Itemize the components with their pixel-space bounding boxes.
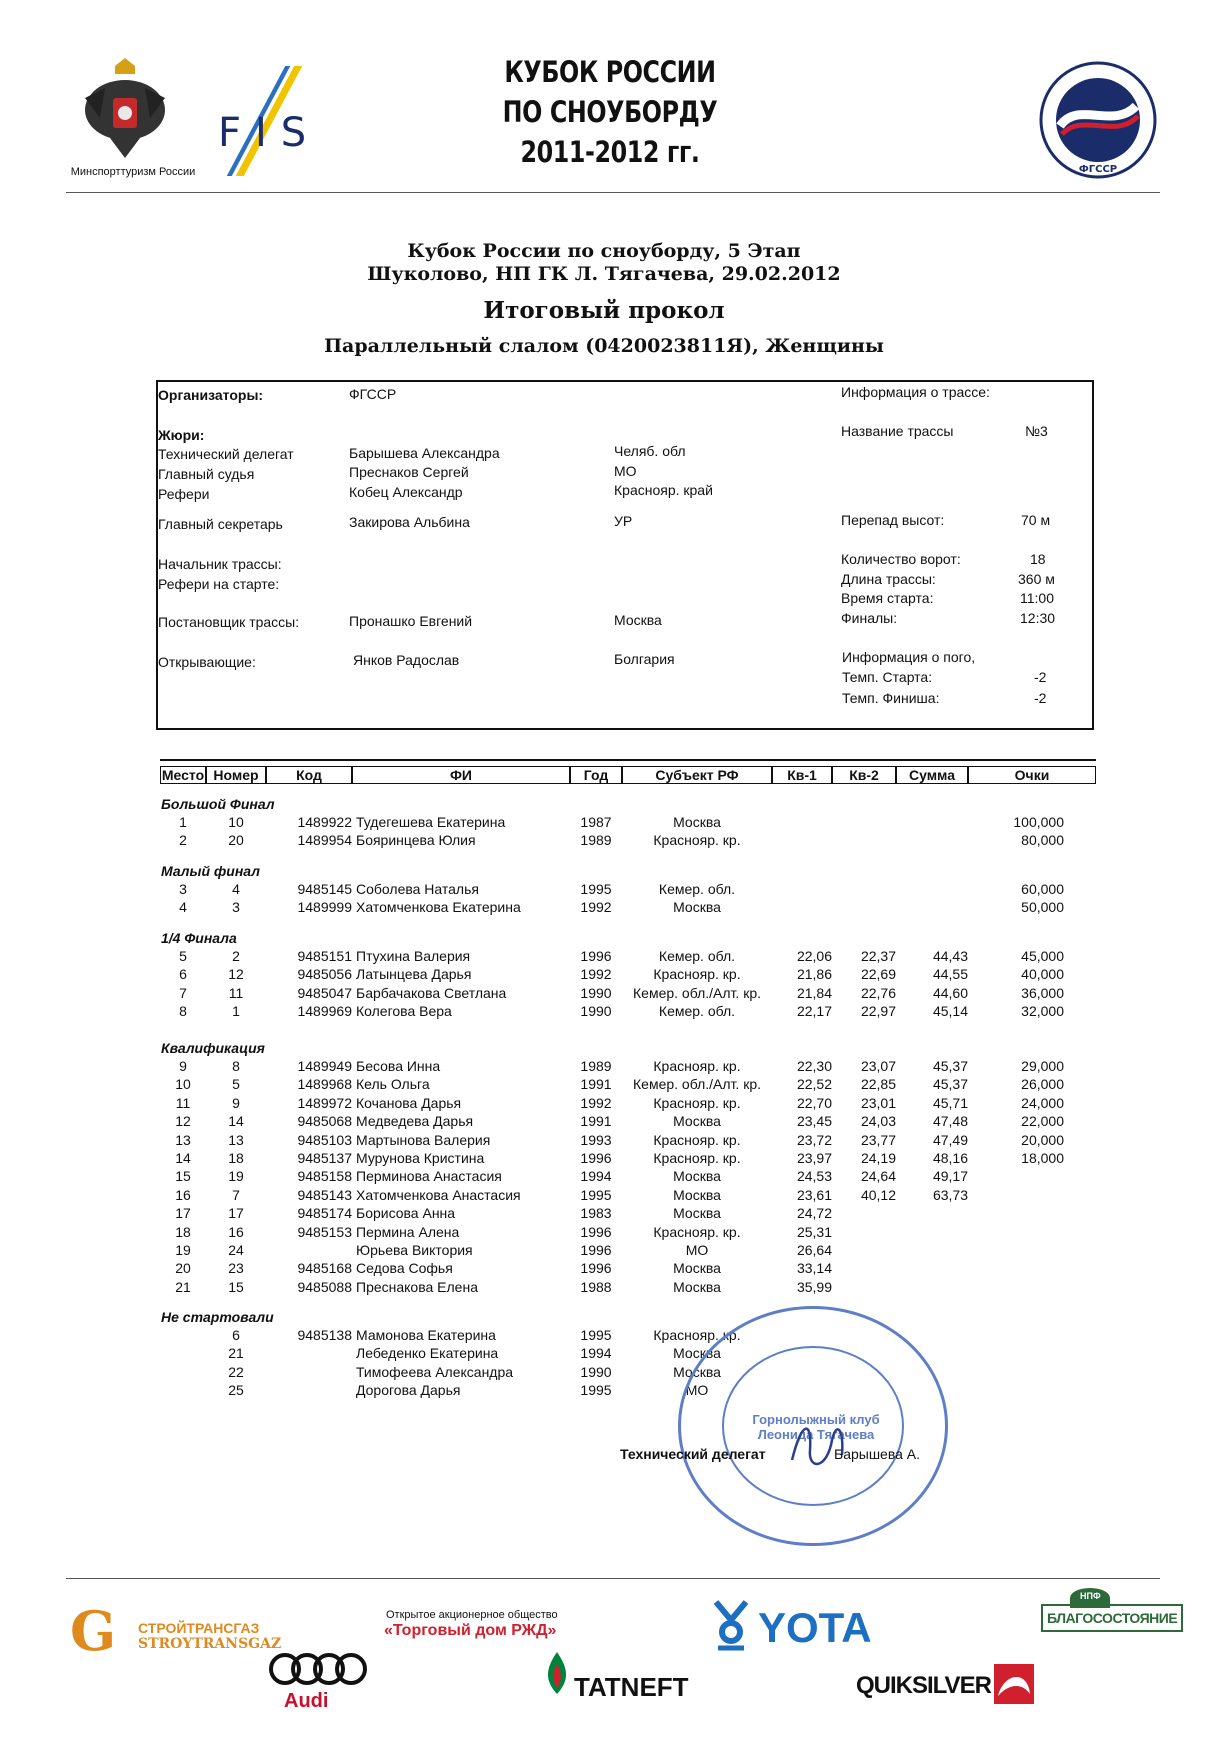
cell-athlete-name: Барбачакова Светлана [356, 984, 507, 1001]
cell-run1: 24,72 [796, 1205, 832, 1222]
cell-athlete-name: Седова Софья [356, 1260, 453, 1277]
cell-run1: 22,70 [796, 1094, 832, 1111]
cell-athlete-name: Тудегешева Екатерина [356, 814, 506, 830]
cell-birth-year: 1996 [580, 1223, 612, 1240]
audi-logo: Audi [284, 1690, 329, 1712]
cell-run2: 22,37 [860, 948, 896, 964]
cell-birth-year: 1990 [580, 1003, 612, 1020]
cell-total: 47,48 [932, 1113, 968, 1130]
cell-total: 45,14 [932, 1003, 968, 1020]
cell-athlete-name: Преснакова Елена [356, 1278, 478, 1295]
cell-athlete-name: Хатомченкова Екатерина [356, 899, 521, 916]
cell-region: МО [685, 1242, 709, 1258]
cell-bib: 20 [228, 832, 244, 849]
course-setter-region: Москва [614, 612, 662, 628]
cell-run2: 22,76 [860, 984, 896, 1001]
cell-bib: 8 [232, 1058, 240, 1074]
length-value: 360 м [1018, 571, 1055, 587]
cell-place: 7 [179, 984, 187, 1001]
cell-run2: 24,64 [860, 1168, 896, 1185]
start-referee-label: Рефери на старте: [158, 576, 280, 592]
footer-divider [66, 1578, 1160, 1579]
cell-athlete-name: Мамонова Екатерина [356, 1327, 496, 1343]
event-title: Кубок России по сноуборду, 5 Этап [407, 240, 801, 262]
cell-run1: 22,06 [796, 948, 832, 964]
cell-total: 45,37 [932, 1058, 968, 1074]
cell-place: 20 [175, 1260, 191, 1277]
cell-bib: 7 [232, 1186, 240, 1203]
secretary-label: Главный секретарь [158, 516, 283, 532]
event-venue-date: Шуколово, НП ГК Л. Тягачева, 29.02.2012 [367, 263, 841, 285]
cell-place: 10 [175, 1076, 191, 1093]
cell-place: 4 [179, 899, 187, 916]
cell-points: 50,000 [1021, 899, 1064, 916]
cell-birth-year: 1983 [580, 1205, 612, 1222]
cell-bib: 19 [228, 1168, 244, 1185]
cell-code: 9485168 [297, 1260, 352, 1277]
stroytransgaz-name-en: STROYTRANSGAZ [138, 1636, 282, 1652]
cell-place: 17 [175, 1205, 191, 1222]
cell-run1: 21,84 [796, 984, 832, 1001]
column-header-bib: Номер [206, 766, 266, 784]
column-header-run2: Кв-2 [832, 766, 896, 784]
cell-region: Кемер. обл. [658, 948, 736, 964]
cell-region: Краснояр. кр. [653, 966, 741, 983]
cell-region: МО [685, 1382, 709, 1399]
cell-run1: 26,64 [796, 1242, 832, 1258]
cell-points: 80,000 [1021, 832, 1064, 849]
cell-region: Кемер. обл. [658, 1003, 736, 1020]
chief-judge-name: Преснаков Сергей [349, 464, 469, 480]
cell-birth-year: 1995 [580, 1382, 612, 1399]
cell-run1: 22,52 [796, 1076, 832, 1093]
cell-athlete-name: Кель Ольга [356, 1076, 430, 1093]
cell-code: 1489972 [297, 1094, 352, 1111]
cell-region: Краснояр. кр. [653, 1094, 741, 1111]
cup-title-line: ПО СНОУБОРДУ [502, 95, 718, 129]
audi-rings-icon [268, 1652, 368, 1686]
referee-name: Кобец Александр [349, 484, 463, 500]
cell-birth-year: 1994 [580, 1345, 612, 1362]
cell-birth-year: 1996 [580, 1242, 612, 1258]
cell-athlete-name: Борисова Анна [356, 1205, 456, 1222]
cell-points: 24,000 [1021, 1094, 1064, 1111]
cell-code: 9485153 [297, 1223, 352, 1240]
cell-code: 9485137 [297, 1150, 352, 1166]
cell-bib: 17 [228, 1205, 244, 1222]
column-header-birth-year: Год [570, 766, 622, 784]
cell-code: 9485158 [297, 1168, 352, 1185]
cell-run2: 22,85 [860, 1076, 896, 1093]
document-title: Итоговый прокол [483, 297, 725, 324]
cell-place: 3 [179, 881, 187, 897]
cell-points: 40,000 [1021, 966, 1064, 983]
cell-birth-year: 1996 [580, 1260, 612, 1277]
cell-bib: 16 [228, 1223, 244, 1240]
cell-athlete-name: Юрьева Виктория [356, 1242, 473, 1258]
cell-code: 1489922 [297, 814, 352, 830]
course-setter-label: Постановщик трассы: [158, 614, 300, 630]
cell-bib: 23 [228, 1260, 244, 1277]
section-title: 1/4 Финала [161, 930, 237, 946]
signature-icon [782, 1410, 852, 1480]
fgssr-logo [1038, 60, 1158, 180]
cell-run2: 23,07 [860, 1058, 896, 1074]
stroytransgaz-name-ru: СТРОЙТРАНСГАЗ [138, 1620, 260, 1636]
cell-total: 44,43 [932, 948, 968, 964]
cell-points: 22,000 [1021, 1113, 1064, 1130]
length-label: Длина трассы: [841, 571, 936, 587]
cell-points: 26,000 [1021, 1076, 1064, 1093]
cell-run2: 24,19 [860, 1150, 896, 1166]
cell-athlete-name: Мартынова Валерия [356, 1131, 491, 1148]
cell-birth-year: 1990 [580, 984, 612, 1001]
cell-code: 1489999 [297, 899, 352, 916]
cell-total: 63,73 [932, 1186, 968, 1203]
cell-bib: 21 [228, 1345, 244, 1362]
gates-label: Количество ворот: [841, 551, 961, 567]
cell-place: 5 [179, 948, 187, 964]
club-stamp-text: Горнолыжный клуб Леонида Тягачева [752, 1412, 880, 1442]
cell-birth-year: 1996 [580, 948, 612, 964]
cell-region: Москва [673, 1345, 721, 1362]
temp-finish-label: Темп. Финиша: [842, 690, 940, 706]
cell-place: 9 [179, 1058, 187, 1074]
cell-run2: 24,03 [860, 1113, 896, 1130]
cell-code: 9485138 [297, 1327, 352, 1343]
cell-place: 8 [179, 1003, 187, 1020]
column-header-place: Место [161, 767, 205, 783]
cell-code: 9485068 [297, 1113, 352, 1130]
cell-code: 9485145 [297, 881, 352, 897]
cell-bib: 10 [228, 814, 244, 830]
cell-athlete-name: Кочанова Дарья [356, 1094, 462, 1111]
temp-start-label: Темп. Старта: [842, 669, 933, 685]
cell-total: 49,17 [932, 1168, 968, 1185]
column-header-region: Субъект РФ [622, 766, 772, 784]
cell-run2: 23,77 [860, 1131, 896, 1148]
track-info-label: Информация о трассе: [841, 384, 990, 400]
cell-region: Краснояр. кр. [653, 1223, 741, 1240]
minsport-label: Минспорттуризм России [70, 166, 196, 178]
cell-region: Кемер. обл./Алт. кр. [633, 1076, 761, 1093]
cell-code: 1489949 [297, 1058, 352, 1074]
cell-total: 44,60 [932, 984, 968, 1001]
cell-athlete-name: Соболева Наталья [356, 881, 479, 897]
cell-birth-year: 1994 [580, 1168, 612, 1185]
course-chief-label: Начальник трассы: [158, 556, 282, 572]
cell-place: 12 [175, 1113, 191, 1130]
chief-judge-label: Главный судья [158, 466, 255, 482]
forerunners-label: Открывающие: [158, 654, 256, 670]
cell-bib: 5 [232, 1076, 240, 1093]
cell-bib: 2 [232, 948, 240, 964]
tech-delegate-name: Барышева Александра [349, 445, 500, 461]
cell-birth-year: 1996 [580, 1150, 612, 1166]
cell-birth-year: 1995 [580, 881, 612, 897]
yota-logo-icon [710, 1598, 752, 1652]
cell-code: 9485056 [297, 966, 352, 983]
cell-run1: 23,45 [796, 1113, 832, 1130]
cell-run2: 23,01 [860, 1094, 896, 1111]
cell-bib: 18 [228, 1150, 244, 1166]
column-header-code: Код [266, 766, 352, 784]
cell-points: 36,000 [1021, 984, 1064, 1001]
cell-region: Москва [673, 1278, 721, 1295]
track-name-label: Название трассы [841, 423, 954, 439]
cell-birth-year: 1991 [580, 1076, 612, 1093]
cell-bib: 9 [232, 1094, 240, 1111]
cell-run2: 22,97 [860, 1003, 896, 1020]
cell-region: Москва [673, 1260, 721, 1277]
cell-athlete-name: Пермина Алена [356, 1223, 460, 1240]
cell-birth-year: 1989 [580, 1058, 612, 1074]
cell-run1: 23,72 [796, 1131, 832, 1148]
cell-bib: 11 [228, 984, 244, 1001]
cell-place: 15 [175, 1168, 191, 1185]
cell-athlete-name: Лебеденко Екатерина [356, 1345, 499, 1362]
temp-start-value: -2 [1034, 669, 1047, 685]
cell-code: 9485103 [297, 1131, 352, 1148]
start-time-value: 11:00 [1020, 590, 1054, 606]
cell-run1: 22,17 [796, 1003, 832, 1020]
cell-points: 29,000 [1021, 1058, 1064, 1074]
track-name-value: №3 [1025, 423, 1048, 439]
finals-label: Финалы: [841, 610, 898, 626]
cell-place: 13 [175, 1131, 191, 1148]
cell-athlete-name: Бояринцева Юлия [356, 832, 476, 849]
cell-code: 9485174 [297, 1205, 352, 1222]
cell-bib: 14 [228, 1113, 244, 1130]
cell-total: 45,37 [932, 1076, 968, 1093]
cell-total: 45,71 [932, 1094, 968, 1111]
cell-region: Кемер. обл./Алт. кр. [633, 984, 761, 1001]
forerunners-region: Болгария [614, 651, 675, 667]
column-header-athlete-name: ФИ [352, 766, 570, 784]
cell-points: 20,000 [1021, 1131, 1064, 1148]
start-time-label: Время старта: [841, 590, 934, 606]
cell-birth-year: 1989 [580, 832, 612, 849]
cell-region: Краснояр. кр. [653, 1150, 741, 1166]
cell-code: 1489954 [297, 832, 352, 849]
cell-birth-year: 1988 [580, 1278, 612, 1295]
finals-value: 12:30 [1020, 610, 1056, 626]
forerunners-name: Янков Радослав [353, 652, 460, 668]
cell-place: 11 [175, 1094, 191, 1111]
cell-birth-year: 1987 [580, 814, 612, 830]
cell-bib: 6 [232, 1327, 240, 1343]
column-header-total: Сумма [896, 766, 968, 784]
cell-run2: 22,69 [860, 966, 896, 983]
cell-region: Москва [673, 1186, 721, 1203]
discipline-title: Параллельный слалом (0420023811Я), Женщины [324, 335, 884, 357]
cell-bib: 25 [228, 1382, 244, 1399]
cell-bib: 22 [228, 1363, 244, 1380]
course-setter-name: Пронашко Евгений [349, 613, 473, 629]
cell-code: 1489968 [297, 1076, 352, 1093]
cell-run1: 33,14 [796, 1260, 832, 1277]
blago-logo: БЛАГОСОСТОЯНИЕ [1041, 1604, 1183, 1632]
cell-points: 45,000 [1021, 948, 1064, 964]
cell-bib: 1 [232, 1003, 240, 1020]
referee-region: Краснояр. край [614, 482, 713, 498]
rzd-name: «Торговый дом РЖД» [384, 1622, 557, 1639]
header-divider [66, 192, 1160, 193]
signoff-role: Технический делегат [620, 1446, 766, 1462]
cell-run1: 35,99 [796, 1278, 832, 1295]
cell-place: 2 [179, 832, 187, 849]
cell-run1: 25,31 [796, 1223, 832, 1240]
cell-run1: 22,30 [796, 1058, 832, 1074]
quiksilver-wave-icon [994, 1664, 1034, 1704]
cell-bib: 12 [228, 966, 244, 983]
stroytransgaz-logo-icon: G [70, 1599, 117, 1663]
cell-total: 44,55 [932, 966, 968, 983]
organizers-value: ФГССР [349, 386, 397, 402]
weather-label: Информация о пого, [842, 649, 976, 665]
cell-region: Москва [673, 1205, 721, 1222]
cell-birth-year: 1995 [580, 1327, 612, 1343]
yota-logo: YOTA [758, 1604, 872, 1651]
tech-delegate-label: Технический делегат [158, 446, 294, 462]
cell-place: 16 [175, 1186, 191, 1203]
cell-region: Краснояр. кр. [653, 1327, 741, 1343]
cup-title [487, 52, 733, 172]
cell-birth-year: 1995 [580, 1186, 612, 1203]
cell-birth-year: 1992 [580, 899, 612, 916]
cell-bib: 13 [228, 1131, 244, 1148]
cell-region: Москва [673, 1113, 721, 1130]
signoff-name: Барышева А. [834, 1446, 921, 1462]
blago-small: НПФ [1080, 1591, 1101, 1601]
cell-region: Москва [673, 814, 721, 830]
cell-run1: 21,86 [796, 966, 832, 983]
tech-delegate-region: Челяб. обл [614, 443, 686, 459]
cell-place: 1 [179, 814, 187, 830]
tatneft-logo: TATNEFT [574, 1672, 689, 1702]
cell-athlete-name: Дорогова Дарья [356, 1382, 461, 1399]
cell-birth-year: 1991 [580, 1113, 612, 1130]
cell-code: 1489969 [297, 1003, 352, 1020]
rzd-subtitle: Открытое акционерное общество [386, 1609, 558, 1621]
cell-birth-year: 1992 [580, 1094, 612, 1111]
cell-athlete-name: Перминова Анастасия [356, 1168, 502, 1185]
referee-label: Рефери [158, 486, 210, 502]
section-title: Большой Финал [161, 796, 275, 812]
results-header-rule [160, 759, 1096, 761]
cell-place: 14 [175, 1150, 191, 1166]
section-title: Квалификация [161, 1040, 265, 1056]
cell-place: 18 [175, 1223, 191, 1240]
cell-run1: 24,53 [796, 1168, 832, 1185]
vertical-drop-value: 70 м [1021, 512, 1051, 528]
cell-region: Краснояр. кр. [653, 832, 741, 849]
cell-region: Москва [673, 1168, 721, 1185]
russian-eagle-icon [80, 58, 170, 162]
cell-region: Москва [673, 1363, 721, 1380]
cell-code: 9485143 [297, 1186, 352, 1203]
temp-finish-value: -2 [1034, 690, 1047, 706]
column-header-points: Очки [968, 766, 1096, 784]
organizers-label: Организаторы: [158, 387, 264, 403]
gates-value: 18 [1030, 551, 1046, 567]
cell-region: Краснояр. кр. [653, 1131, 741, 1148]
jury-label: Жюри: [158, 427, 205, 443]
cell-region: Краснояр. кр. [653, 1058, 741, 1074]
cell-bib: 15 [228, 1278, 244, 1295]
cell-run2: 40,12 [860, 1186, 896, 1203]
cell-points: 32,000 [1021, 1003, 1064, 1020]
vertical-drop-label: Перепад высот: [841, 512, 945, 528]
cup-title-line: КУБОК РОССИИ [504, 55, 716, 89]
cell-code: 9485151 [297, 948, 352, 964]
cell-birth-year: 1990 [580, 1363, 612, 1380]
cell-run1: 23,97 [796, 1150, 832, 1166]
cell-athlete-name: Тимофеева Александра [356, 1363, 514, 1380]
cell-points: 100,000 [1013, 814, 1064, 830]
cell-code: 9485088 [297, 1278, 352, 1295]
cell-bib: 3 [232, 899, 240, 916]
secretary-name: Закирова Альбина [349, 514, 470, 530]
cell-total: 48,16 [932, 1150, 968, 1166]
cell-bib: 4 [232, 881, 240, 897]
cell-athlete-name: Латынцева Дарья [356, 966, 472, 983]
quiksilver-logo: QUIKSILVER [856, 1672, 991, 1699]
cell-bib: 24 [228, 1242, 244, 1258]
cell-region: Кемер. обл. [658, 881, 736, 897]
chief-judge-region: МО [614, 463, 637, 479]
cell-place: 6 [179, 966, 187, 983]
column-header-run1: Кв-1 [772, 766, 832, 784]
cell-place: 19 [175, 1242, 191, 1258]
cell-athlete-name: Медведева Дарья [356, 1113, 474, 1130]
cell-place: 21 [175, 1278, 191, 1295]
fis-logo: FIS [218, 110, 321, 156]
cell-birth-year: 1993 [580, 1131, 612, 1148]
section-title: Не стартовали [161, 1309, 274, 1325]
cell-athlete-name: Мурунова Кристина [356, 1150, 485, 1166]
cell-athlete-name: Хатомченкова Анастасия [356, 1186, 521, 1203]
cell-athlete-name: Бесова Инна [356, 1058, 441, 1074]
section-title: Малый финал [161, 863, 260, 879]
cell-birth-year: 1992 [580, 966, 612, 983]
cell-region: Москва [673, 899, 721, 916]
secretary-region: УР [614, 513, 633, 529]
cell-run1: 23,61 [796, 1186, 832, 1203]
cell-points: 60,000 [1021, 881, 1064, 897]
cell-total: 47,49 [932, 1131, 968, 1148]
cell-athlete-name: Птухина Валерия [356, 948, 471, 964]
fgssr-logo-text: ФГССР [1078, 164, 1118, 175]
tatneft-logo-icon [540, 1650, 574, 1696]
cell-athlete-name: Колегова Вера [356, 1003, 452, 1020]
cup-title-line: 2011-2012 гг. [520, 135, 700, 169]
cell-points: 18,000 [1021, 1150, 1064, 1166]
cell-code: 9485047 [297, 984, 352, 1001]
